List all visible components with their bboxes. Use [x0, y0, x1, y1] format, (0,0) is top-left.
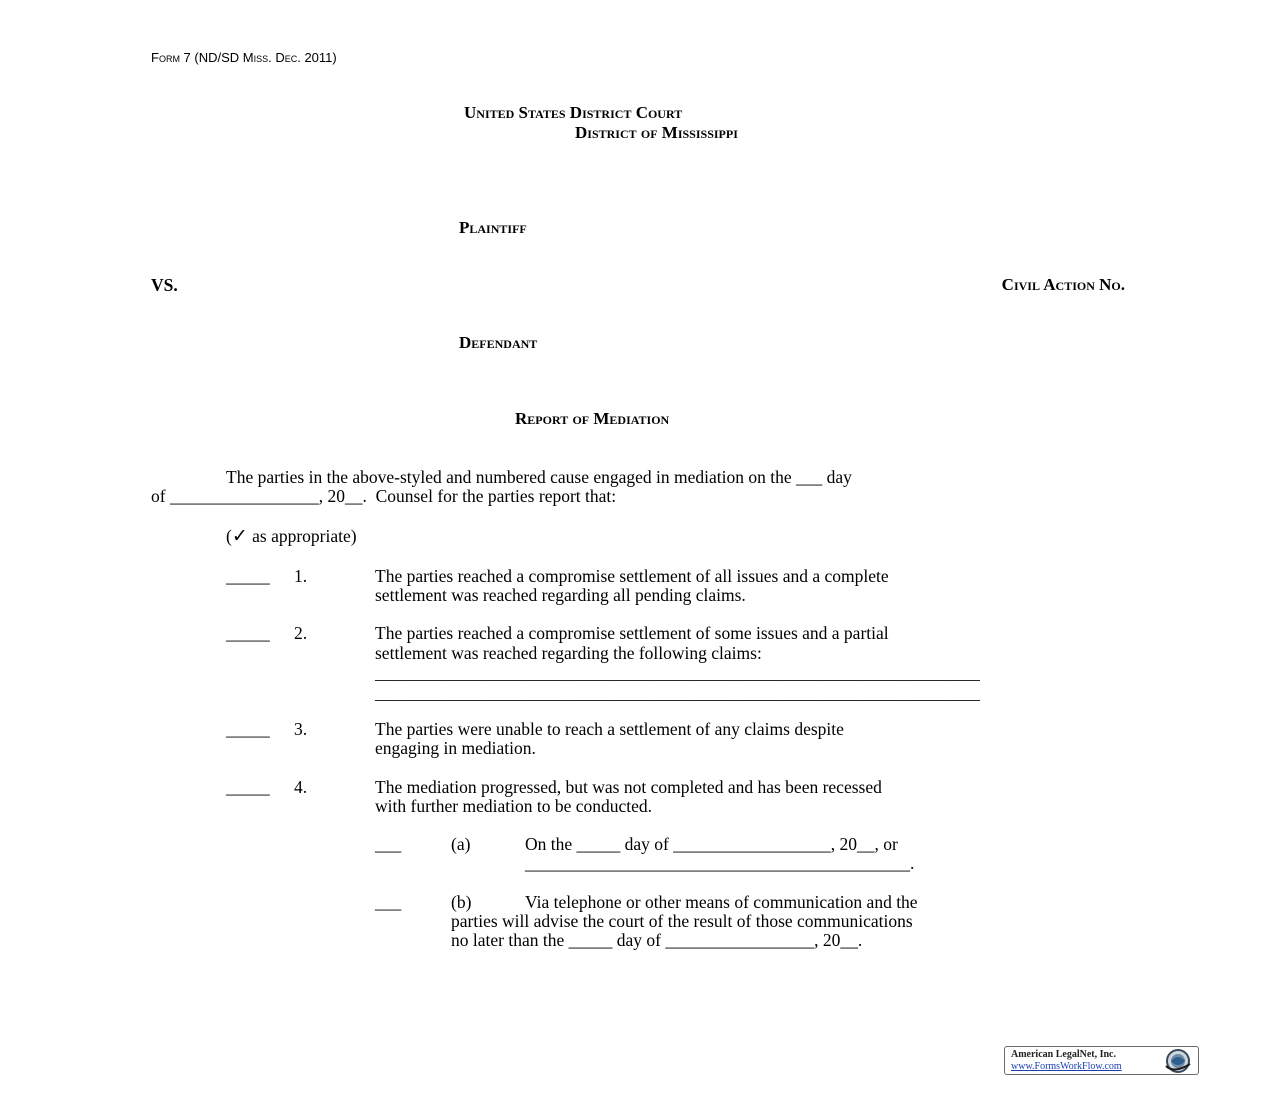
item-2-blank-line-2[interactable]: ________________________________________________________________________	[375, 684, 980, 703]
item-2-blank-line-1[interactable]: ________________________________________________________________________	[375, 664, 980, 683]
court-name: United States District Court	[464, 103, 683, 122]
item-1-blank[interactable]: _____	[226, 566, 270, 586]
document-title: Report of Mediation	[515, 409, 670, 428]
court-district: District of Mississippi	[575, 123, 738, 142]
footer-logo[interactable]	[1004, 1046, 1199, 1075]
subitem-b-line-1: Via telephone or other means of communication and the	[525, 892, 918, 912]
check-instruction	[226, 525, 357, 547]
subitem-a-line-2[interactable]: ____________________________________________.	[525, 853, 915, 873]
subitem-b-letter: (b)	[451, 892, 472, 912]
subitem-a-line-1: On the _____ day of __________________, 20__, or	[525, 834, 898, 854]
subitem-b-line-3: no later than the _____ day of _________________, 20__.	[451, 930, 863, 950]
intro-line-1: The parties in the above-styled and numbered cause engaged in mediation on the ___ day	[226, 467, 852, 487]
form-identifier: Form 7 (ND/SD Miss. Dec. 2011)	[151, 50, 337, 65]
item-4-number: 4.	[294, 777, 308, 797]
checkmark-icon: ✓	[231, 525, 248, 547]
logo-website-link[interactable]: www.FormsWorkFlow.com	[1011, 1061, 1122, 1072]
globe-icon	[1160, 1048, 1196, 1074]
item-3-line-2: engaging in mediation.	[375, 738, 536, 758]
logo-company-name: American LegalNet, Inc.	[1011, 1049, 1116, 1060]
subitem-b-blank[interactable]: ___	[375, 892, 402, 912]
item-3-number: 3.	[294, 719, 308, 739]
item-1-line-1: The parties reached a compromise settlement of all issues and a complete	[375, 566, 889, 586]
item-2-line-1: The parties reached a compromise settlement of some issues and a partial	[375, 623, 889, 643]
item-3-blank[interactable]: _____	[226, 719, 270, 739]
item-3-line-1: The parties were unable to reach a settlement of any claims despite	[375, 719, 844, 739]
subitem-a-blank[interactable]: ___	[375, 834, 402, 854]
item-2-blank[interactable]: _____	[226, 623, 270, 643]
item-1-number: 1.	[294, 566, 308, 586]
check-instruction-text: as appropriate)	[247, 526, 357, 546]
item-4-blank[interactable]: _____	[226, 777, 270, 797]
item-4-line-1: The mediation progressed, but was not completed and has been recessed	[375, 777, 882, 797]
item-2-line-2: settlement was reached regarding the following claims:	[375, 643, 762, 663]
item-2-number: 2.	[294, 623, 308, 643]
defendant-label: Defendant	[459, 333, 538, 352]
intro-line-2: of _________________, 20__. Counsel for the parties report that:	[151, 486, 617, 506]
subitem-b-line-2: parties will advise the court of the result of those communications	[451, 911, 913, 931]
item-4-line-2: with further mediation to be conducted.	[375, 796, 653, 816]
plaintiff-label: Plaintiff	[459, 218, 527, 237]
check-open-paren: (	[226, 526, 232, 546]
versus-label: VS.	[151, 275, 178, 295]
civil-action-label: Civil Action No.	[1001, 275, 1125, 294]
item-1-line-2: settlement was reached regarding all pending claims.	[375, 585, 746, 605]
subitem-a-letter: (a)	[451, 834, 471, 854]
